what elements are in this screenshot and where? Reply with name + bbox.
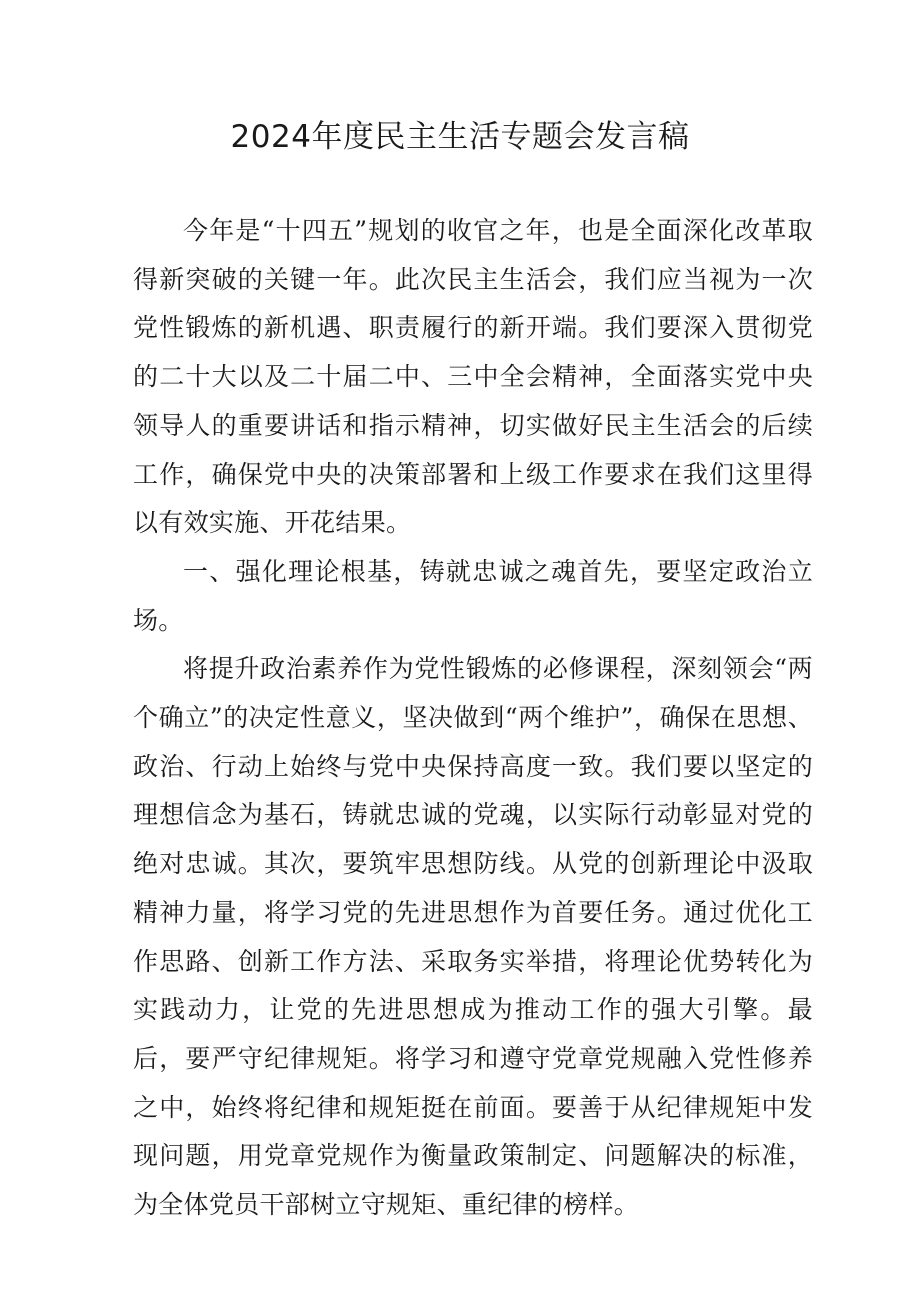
paragraph-section-heading: 一、强化理论根基，铸就忠诚之魂首先，要坚定政治立场。 — [133, 556, 813, 635]
paragraph-intro: 今年是“十四五”规划的收官之年，也是全面深化改革取得新突破的关键一年。此次民主生活会，我们应当视为一次党性锻炼的新机遇、职责履行的新开端。我们要深入贯彻党的二十大以及二十届二中、三中全会精神，全面落实党中央领导人的重要讲话和指示精神，切实做好民主生活会的后续工作，确保党中央的决策部署和上级工作要求在我们这里得以有效实施、开花结果。 — [133, 216, 813, 538]
document-body — [133, 207, 813, 1230]
document-title: 2024年度民主生活专题会发言稿 — [230, 119, 690, 155]
paragraph-political-literacy: 将提升政治素养作为党性锻炼的必修课程，深刻领会“两个确立”的决定性意义，坚决做到“两个维护”，确保在思想、政治、行动上始终与党中央保持高度一致。我们要以坚定的理想信念为基石，铸就忠诚的党魂，以实际行动彰显对党的绝对忠诚。其次，要筑牢思想防线。从党的创新理论中汲取精神力量，将学习党的先进思想作为首要任务。通过优化工作思路、创新工作方法、采取务实举措，将理论优势转化为实践动力，让党的先进思想成为推动工作的强大引擎。最后，要严守纪律规矩。将学习和遵守党章党规融入党性修养之中，始终将纪律和规矩挺在前面。要善于从纪律规矩中发现问题，用党章党规作为衡量政策制定、问题解决的标准，为全体党员干部树立守规矩、重纪律的榜样。 — [133, 654, 813, 1220]
